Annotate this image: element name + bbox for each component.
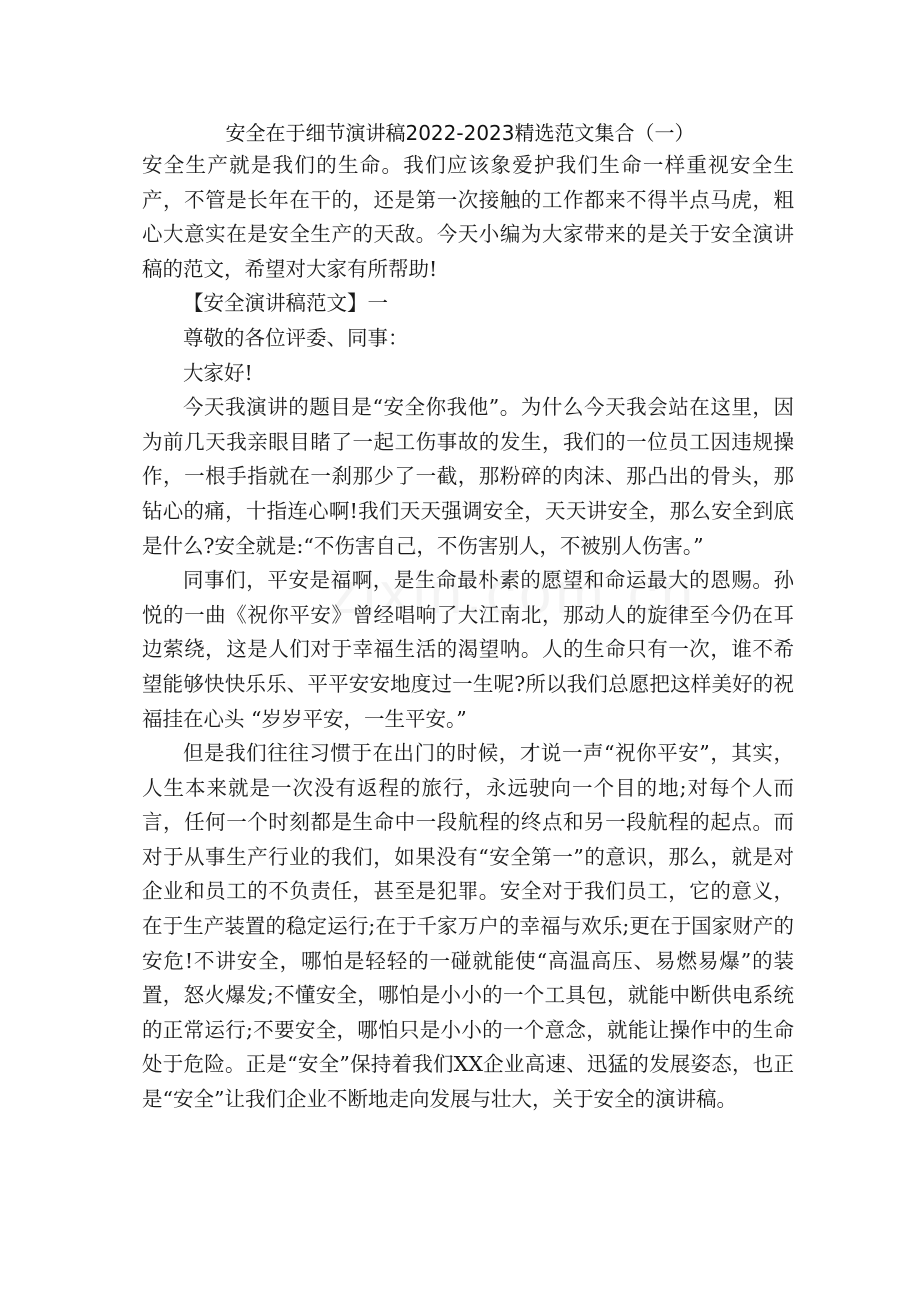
paragraph-safety-meaning: 但是我们往往习惯于在出门的时候，才说一声“祝你平安”，其实，人生本来就是一次没有返程的旅行，永远驶向一个目的地;对每个人而言，任何一个时刻都是生命中一段航程的终点和另一段航程的起点。而对于从事生产行业的我们，如果没有“安全第一”的意识，那么，就是对企业和员工的不负责任，甚至是犯罪。安全对于我们员工，它的意义，在于生产装置的稳定运行;在于千家万户的幸福与欢乐;更在于国家财产的安危!不讲安全，哪怕是轻轻的一碰就能使“高温高压、易燃易爆”的装置，怒火爆发;不懂安全，哪怕是小小的一个工具包，就能中断供电系统的正常运行;不要安全，哪怕只是小小的一个意念，就能让操作中的生命处于危险。正是“安全”保持着我们XX企业高速、迅猛的发展姿态，也正是“安全”让我们企业不断地走向发展与壮大，关于安全的演讲稿。	[142, 741, 794, 1112]
document-title: 安全在于细节演讲稿2022-2023精选范文集合（一）	[225, 121, 695, 145]
paragraph-blessing: 同事们，平安是福啊，是生命最朴素的愿望和命运最大的恩赐。孙悦的一曲《祝你平安》曾经唱响了大江南北，那动人的旋律至今仍在耳边萦绕，这是人们对于幸福生活的渴望呐。人的生命只有一次，谁不希望能够快快乐乐、平平安安地度过一生呢?所以我们总愿把这样美好的祝福挂在心头 “岁岁平安，一生平安。”	[142, 568, 794, 731]
paragraph-salutation: 尊敬的各位评委、同事：	[183, 325, 409, 350]
document-body	[142, 148, 794, 1117]
paragraph-topic: 今天我演讲的题目是“安全你我他”。为什么今天我会站在这里，因为前几天我亲眼目睹了一起工伤事故的发生，我们的一位员工因违规操作，一根手指就在一刹那少了一截，那粉碎的肉沫、那凸出的骨头，那钻心的痛，十指连心啊!我们天天强调安全，天天讲安全，那么安全到底是什么?安全就是:“不伤害自己，不伤害别人，不被别人伤害。”	[142, 395, 794, 558]
paragraph-greeting: 大家好!	[183, 360, 253, 385]
paragraph-intro: 安全生产就是我们的生命。我们应该象爱护我们生命一样重视安全生产，不管是长年在干的，还是第一次接触的工作都来不得半点马虎，粗心大意实在是安全生产的天敌。今天小编为大家带来的是关于安全演讲稿的范文，希望对大家有所帮助!	[142, 153, 794, 281]
paragraph-section-heading: 【安全演讲稿范文】一	[183, 291, 388, 316]
